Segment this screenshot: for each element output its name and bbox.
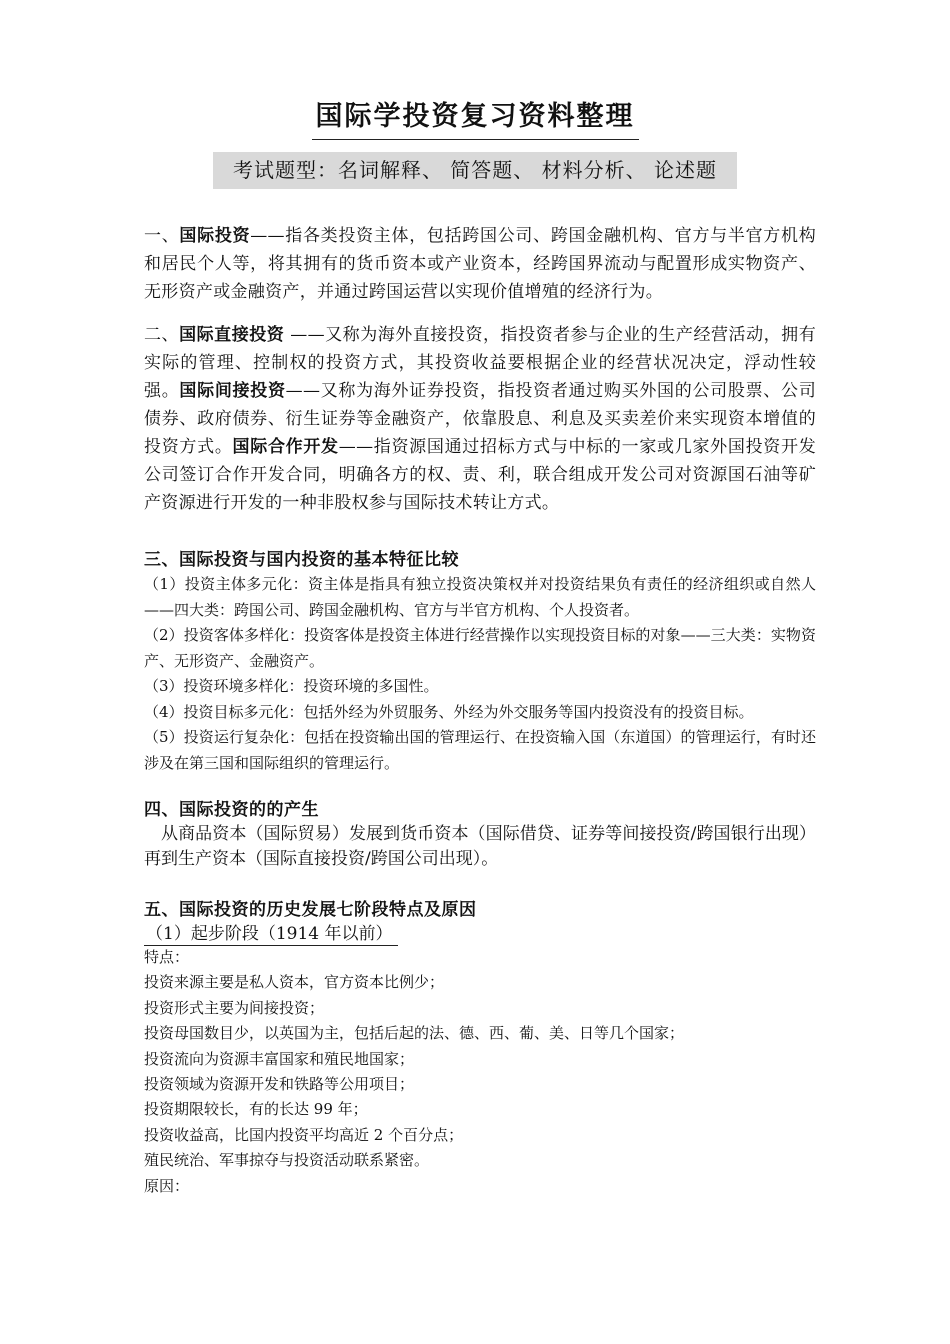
section-3-list	[144, 572, 816, 776]
section-3-heading: 三、国际投资与国内投资的基本特征比较	[144, 550, 459, 570]
list-item: 特点：	[144, 948, 190, 966]
list-item: （3）投资环境多样化：投资环境的多国性。	[144, 677, 439, 695]
list-item: 殖民统治、军事掠夺与投资活动联系紧密。	[144, 1151, 430, 1170]
section-4-paragraph: 从商品资本（国际贸易）发展到货币资本（国际借贷、证券等间接投资/跨国银行出现）再到生产资本（国际直接投资/跨国公司出现）。	[144, 824, 816, 869]
term-fdi: 国际直接投资	[179, 325, 285, 345]
list-item: 投资来源主要是私人资本，官方资本比例少；	[144, 973, 445, 992]
list-item: 投资流向为资源丰富国家和殖民地国家；	[144, 1049, 415, 1068]
list-item: 投资母国数目少，以英国为主，包括后起的法、德、西、葡、美、日等几个国家；	[144, 1024, 685, 1043]
exam-types-banner: 考试题型：名词解释、 简答题、 材料分析、 论述题	[213, 152, 737, 189]
list-item: 投资收益高，比国内投资平均高近 2 个百分点；	[144, 1125, 464, 1144]
section-5-list	[144, 945, 816, 1199]
list-item: （2）投资客体多样化：投资客体是投资主体进行经营操作以实现投资目标的对象——三大类：实物资产、无形资产、金融资产。	[144, 626, 816, 670]
list-item: 原因：	[144, 1176, 190, 1195]
term-international-investment: 国际投资	[179, 226, 251, 246]
list-item: 投资期限较长，有的长达 99 年；	[144, 1100, 368, 1119]
list-item: （1）投资主体多元化：资主体是指具有独立投资决策权并对投资结果负有责任的经济组织或自然人——四大类：跨国公司、跨国金融机构、官方与半官方机构、个人投资者。	[144, 575, 816, 619]
document-title: 国际学投资复习资料整理	[0, 94, 950, 140]
term-cooperative-development: 国际合作开发	[232, 437, 339, 457]
list-item: （4）投资目标多元化：包括外经为外贸服务、外经为外交服务等国内投资没有的投资目标。	[144, 702, 754, 721]
stage-1-subheading: （1）起步阶段（1914 年以前）	[144, 919, 398, 946]
section-2-paragraph: 二、国际直接投资 ——又称为海外直接投资，指投资者参与企业的生产经营活动，拥有实际的管理、控制权的投资方式，其投资收益要根据企业的经营状况决定，浮动性较强。国际间接投资——又称为海外证券投资，指投资者通过购买外国的公司股票、公司债券、政府债券、衍生证券等金融资产，依靠股息、利息及买卖差价来实现资本增值的投资方式。国际合作开发——指资源国通过招标方式与中标的一家或几家外国投资开发公司签订合作开发合同，明确各方的权、责、利，联合组成开发公司对资源国石油等矿产资源进行开发的一种非股权参与国际技术转让方式。	[144, 325, 817, 513]
list-item: 投资形式主要为间接投资；	[144, 998, 325, 1017]
section-1-paragraph: 一、国际投资——指各类投资主体，包括跨国公司、跨国金融机构、官方与半官方机构和居民个人等，将其拥有的货币资本或产业资本，经跨国界流动与配置形成实物资产、无形资产或金融资产，并通过跨国运营以实现价值增殖的经济行为。	[144, 226, 816, 302]
term-indirect-investment: 国际间接投资	[179, 381, 286, 401]
list-item: （5）投资运行复杂化：包括在投资输出国的管理运行、在投资输入国（东道国）的管理运行，有时还涉及在第三国和国际组织的管理运行。	[144, 728, 816, 772]
section-4-heading: 四、国际投资的的产生	[144, 800, 319, 820]
list-item: 投资领域为资源开发和铁路等公用项目；	[144, 1075, 415, 1094]
section-5-heading: 五、国际投资的历史发展七阶段特点及原因	[144, 900, 477, 920]
